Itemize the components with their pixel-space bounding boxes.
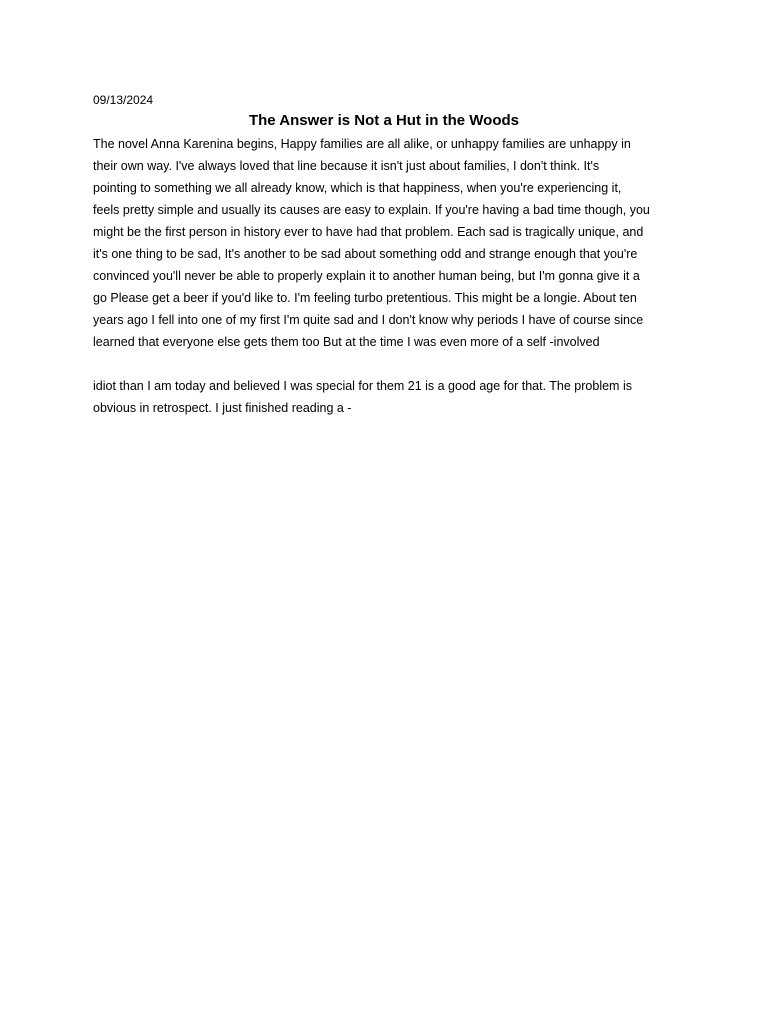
text-line: learned that everyone else gets them too But at the time I was even more of a self -involved	[93, 335, 600, 349]
text-line: go Please get a beer if you'd like to. I'm feeling turbo pretentious. This might be a longie. About ten	[93, 291, 637, 305]
paragraph-2	[93, 375, 675, 419]
text-line: idiot than I am today and believed I was special for them 21 is a good age for that. The problem is	[93, 379, 632, 393]
text-line: might be the first person in history ever to have had that problem. Each sad is tragically unique, and	[93, 225, 644, 239]
document-body	[93, 133, 675, 419]
document-title: The Answer is Not a Hut in the Woods	[248, 112, 519, 129]
text-line: pointing to something we all already know, which is that happiness, when you're experiencing it,	[93, 181, 622, 195]
text-line: convinced you'll never be able to properly explain it to another human being, but I'm gonna give it a	[93, 269, 640, 283]
text-line: feels pretty simple and usually its causes are easy to explain. If you're having a bad time though, you	[93, 203, 650, 217]
text-line: obvious in retrospect. I just finished reading a -	[93, 401, 352, 415]
paragraph-gap	[93, 353, 675, 375]
document-date: 09/13/2024	[93, 93, 154, 107]
paragraph-1	[93, 133, 675, 353]
text-line: years ago I fell into one of my first I'm quite sad and I don't know why periods I have of course since	[93, 313, 644, 327]
text-line: their own way. I've always loved that line because it isn't just about families, I don't think. It's	[93, 159, 600, 173]
text-line: The novel Anna Karenina begins, Happy families are all alike, or unhappy families are unhappy in	[93, 137, 631, 151]
text-line: it's one thing to be sad, It's another to be sad about something odd and strange enough that you're	[93, 247, 638, 261]
